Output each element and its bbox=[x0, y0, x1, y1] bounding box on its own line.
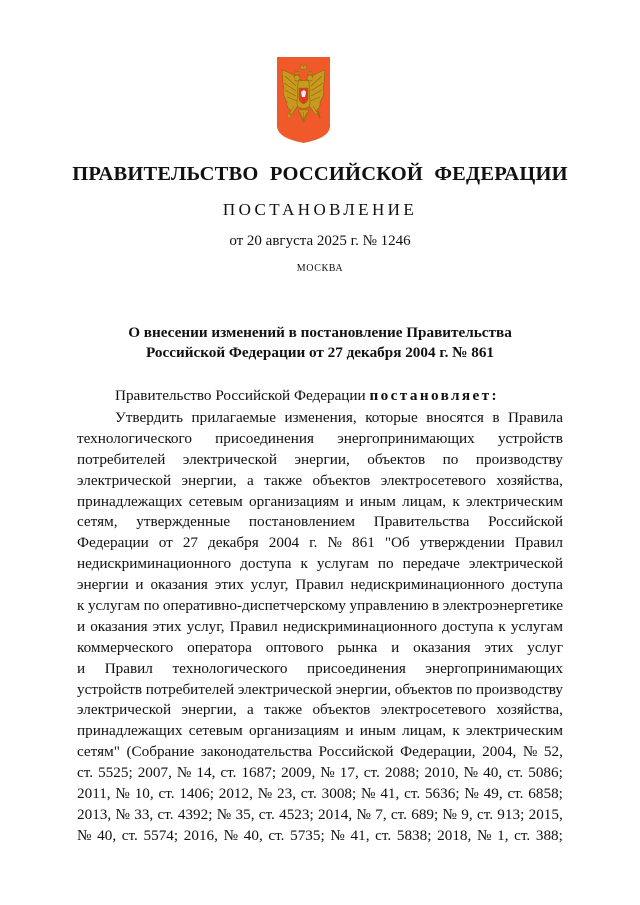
body-line: сетям" (Собрание законодательства Российской Федерации, 2004, № 52, bbox=[77, 743, 563, 761]
body-line: устройств потребителей электрической энергии, объектов по производству bbox=[77, 680, 563, 698]
coat-of-arms-icon bbox=[276, 56, 331, 144]
decree-statement bbox=[115, 387, 499, 405]
document-body bbox=[77, 408, 563, 847]
body-line: к услугам по оперативно-диспетчерскому управлению в электроэнергетике bbox=[77, 597, 563, 615]
body-line: коммерческого оператора оптового рынка и оказания этих услуг bbox=[77, 638, 563, 656]
document-title-line-2: Российской Федерации от 27 декабря 2004 г. № 861 bbox=[145, 344, 495, 361]
document-city: МОСКВА bbox=[296, 263, 344, 274]
body-line: электрической энергии, а также объектов электросетевого хозяйства, bbox=[77, 701, 563, 719]
body-line: энергии и оказания этих услуг, Правил недискриминационного доступа bbox=[77, 576, 563, 594]
body-line: ст. 5525; 2007, № 14, ст. 1687; 2009, № 17, ст. 2088; 2010, № 40, ст. 5086; bbox=[77, 764, 563, 782]
decree-verb: постановляет: bbox=[369, 387, 499, 404]
document-title bbox=[0, 323, 640, 363]
body-line: недискриминационного доступа к услугам по передаче электрической bbox=[77, 555, 563, 573]
body-line: принадлежащих сетевым организациям и иным лицам, к электрическим bbox=[77, 492, 563, 510]
body-line: 2011, № 10, ст. 1406; 2012, № 23, ст. 3008; № 41, ст. 5636; № 49, ст. 6858; bbox=[77, 785, 563, 803]
government-name: ПРАВИТЕЛЬСТВО РОССИЙСКОЙ ФЕДЕРАЦИИ bbox=[72, 163, 568, 185]
body-line: и оказания этих услуг, Правил недискриминационного доступа к услугам bbox=[77, 617, 563, 635]
body-line: сетям, утвержденные постановлением Правительства Российской bbox=[77, 513, 563, 531]
decree-subject: Правительство Российской Федерации bbox=[115, 387, 366, 404]
body-line: принадлежащих сетевым организациям и иным лицам, к электрическим bbox=[77, 722, 563, 740]
body-line: и Правил технологического присоединения энергопринимающих bbox=[77, 659, 563, 677]
body-line: № 40, ст. 5574; 2016, № 40, ст. 5735; № 41, ст. 5838; 2018, № 1, ст. 388; bbox=[77, 826, 563, 844]
document-title-line-1: О внесении изменений в постановление Правительства bbox=[128, 324, 512, 341]
body-line: Федерации от 27 декабря 2004 г. № 861 "Об утверждении Правил bbox=[77, 534, 563, 552]
body-line: технологического присоединения энергопринимающих устройств bbox=[77, 429, 563, 447]
document-type: ПОСТАНОВЛЕНИЕ bbox=[222, 200, 418, 219]
body-line: электрической энергии, а также объектов электросетевого хозяйства, bbox=[77, 471, 563, 489]
body-line: потребителей электрической энергии, объектов по производству bbox=[77, 450, 563, 468]
body-line: 2013, № 33, ст. 4392; № 35, ст. 4523; 2014, № 7, ст. 689; № 9, ст. 913; 2015, bbox=[77, 805, 563, 823]
document-date-number: от 20 августа 2025 г. № 1246 bbox=[229, 233, 411, 249]
body-line: Утвердить прилагаемые изменения, которые вносятся в Правила bbox=[115, 409, 563, 426]
